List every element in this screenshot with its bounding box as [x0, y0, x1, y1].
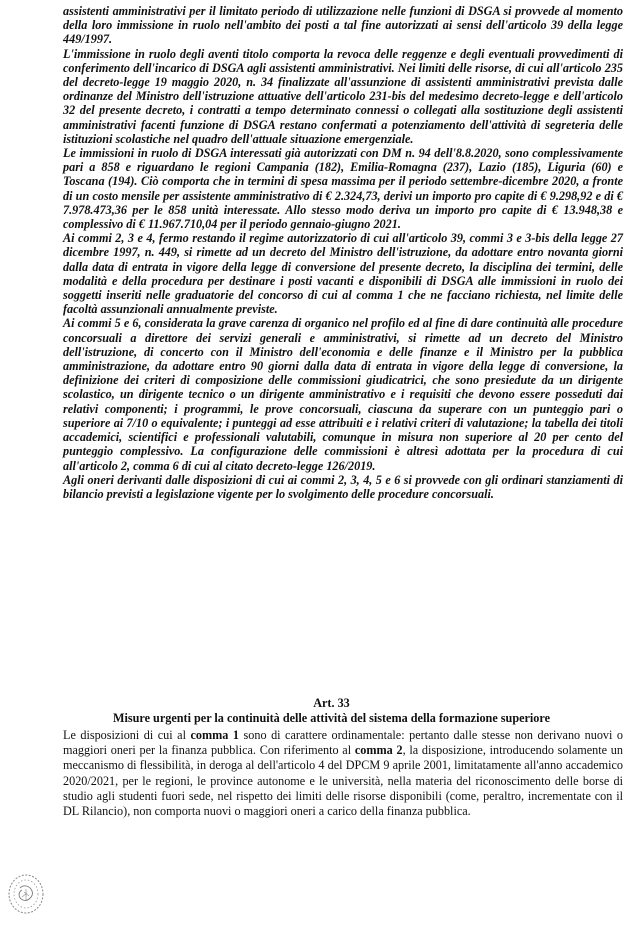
article-title: Misure urgenti per la continuità delle attività del sistema della formazione superiore: [112, 710, 550, 725]
paragraph-3: Le immissioni in ruolo di DSGA interessati già autorizzati con DM n. 94 dell'8.8.2020, sono complessivamente pari a 858 e riguardano le regioni Campania (182), Emilia-Romagna (237), Lazio (185), Liguria (60) e Toscana (194). Ciò comporta che in termini di spesa massima per il periodo settembre-dicembre 2020, a fronte di un costo mensile per assistente amministrativo di € 2.324,73, derivi un importo pro capite di € 9.298,92 e di € 7.978.473,36 per le 858 unità interessate. Allo stesso modo deriva un importo pro capite di € 13.948,38 e complessivo di € 11.967.710,04 per il periodo gennaio-giugno 2021.: [63, 146, 623, 232]
article-body: [63, 728, 623, 819]
body-text-3: , la disposizione, introducendo solamente un meccanismo di flessibilità, in deroga al dell'articolo 4 del DPCM 9 aprile 2001, limitatamente all'anno accademico 2020/2021, per le regioni, le province autonome e le università, nella materia del riconoscimento delle borse di studio agli studenti fuori sede, nel rispetto dei limiti delle risorse disponibili (come, peraltro, incrementate con il DL Rilancio), non comporta nuovi o maggiori oneri a carico della finanza pubblica.: [63, 743, 623, 819]
comma-1-ref: comma 1: [190, 728, 240, 742]
paragraph-6: Agli oneri derivanti dalle disposizioni di cui ai commi 2, 3, 4, 5 e 6 si provvede con gli ordinari stanziamenti di bilancio previsti a legislazione vigente per lo svolgimento delle procedure concorsuali.: [63, 472, 623, 501]
paragraph-2: L'immissione in ruolo degli aventi titolo comporta la revoca delle reggenze e degli eventuali provvedimenti di conferimento dell'incarico di DSGA agli assistenti amministrativi. Nei limiti delle risorse, di cui all'articolo 235 del decreto-legge 19 maggio 2020, n. 34 finalizzate all'assunzione di assistenti amministrativi prevista dalle ordinanze del Ministro dell'istruzione attuative dell'articolo 231-bis del medesimo decreto-legge e dell'articolo 32 del presente decreto, i contratti a tempo determinato connessi o collegati alla sostituzione degli assistenti amministrativi facenti funzione di DSGA restano confermati a potenziamento dell'attività di segreteria delle istituzioni scolastiche nel quadro dell'attuale situazione emergenziale.: [63, 46, 623, 146]
official-seal-icon: [6, 872, 46, 916]
comma-2-ref: comma 2: [354, 743, 403, 758]
article-paragraph: [63, 728, 623, 819]
body-text-1: Le disposizioni di cui al: [63, 728, 191, 742]
body-text-2: sono di carattere ordinamentale: pertanto dalle stesse non derivano nuovi o maggiori oneri per la finanza pubblica. Con riferimento al: [63, 728, 624, 758]
paragraph-4: Ai commi 2, 3 e 4, fermo restando il regime autorizzatorio di cui all'articolo 39, commi 3 e 3-bis della legge 27 dicembre 1997, n. 449, si rimette ad un decreto del Ministro dell'istruzione, da adottare entro novanta giorni dalla data di entrata in vigore della legge di conversione del presente decreto, la disciplina dei termini, delle modalità e della procedura per destinare i posti vacanti e disponibili di DSGA alle immissioni in ruolo dei soggetti inseriti nelle graduatorie del concorso di cui al comma 1 che ne facciano richiesta, nel limite delle facoltà assunzionali annualmente previste.: [63, 231, 623, 317]
italic-report-text: [63, 4, 623, 501]
article-heading: [40, 696, 623, 726]
paragraph-5: Ai commi 5 e 6, considerata la grave carenza di organico nel profilo ed al fine di dare continuità alle procedure concorsuali a direttore dei servizi generali e amministrativi, si rimette ad un decreto del Ministro dell'istruzione, di concerto con il Ministro dell'economia e delle finanze e il Ministro per la pubblica amministrazione, da adottare entro 90 giorni dalla data di entrata in vigore della legge di conversione, la definizione dei criteri di composizione delle commissioni giudicatrici, che sono presiedute da un dirigente scolastico, un dirigente tecnico o un dirigente amministrativo e i requisiti che devono essere posseduti dai relativi componenti; i programmi, le prove concorsuali, ciascuna da superare con un punteggio pari o superiore ai 7/10 o equivalente; i punteggi ad esse attribuiti e i relativi criteri di valutazione; la tabella dei titoli accademici, scientifici e professionali valutabili, comunque in misura non superiore al 20 per cento del punteggio complessivo. La configurazione delle commissioni è altresì adottata per la procedura di cui all'articolo 2, comma 6 di cui al citato decreto-legge 126/2019.: [63, 316, 623, 473]
article-number: Art. 33: [313, 696, 350, 710]
paragraph-1: assistenti amministrativi per il limitato periodo di utilizzazione nelle funzioni di DSGA si provvede al momento della loro immissione in ruolo nell'ambito dei posti a tal fine autorizzati ai sensi dell'articolo 39 della legge 449/1997.: [63, 4, 623, 47]
